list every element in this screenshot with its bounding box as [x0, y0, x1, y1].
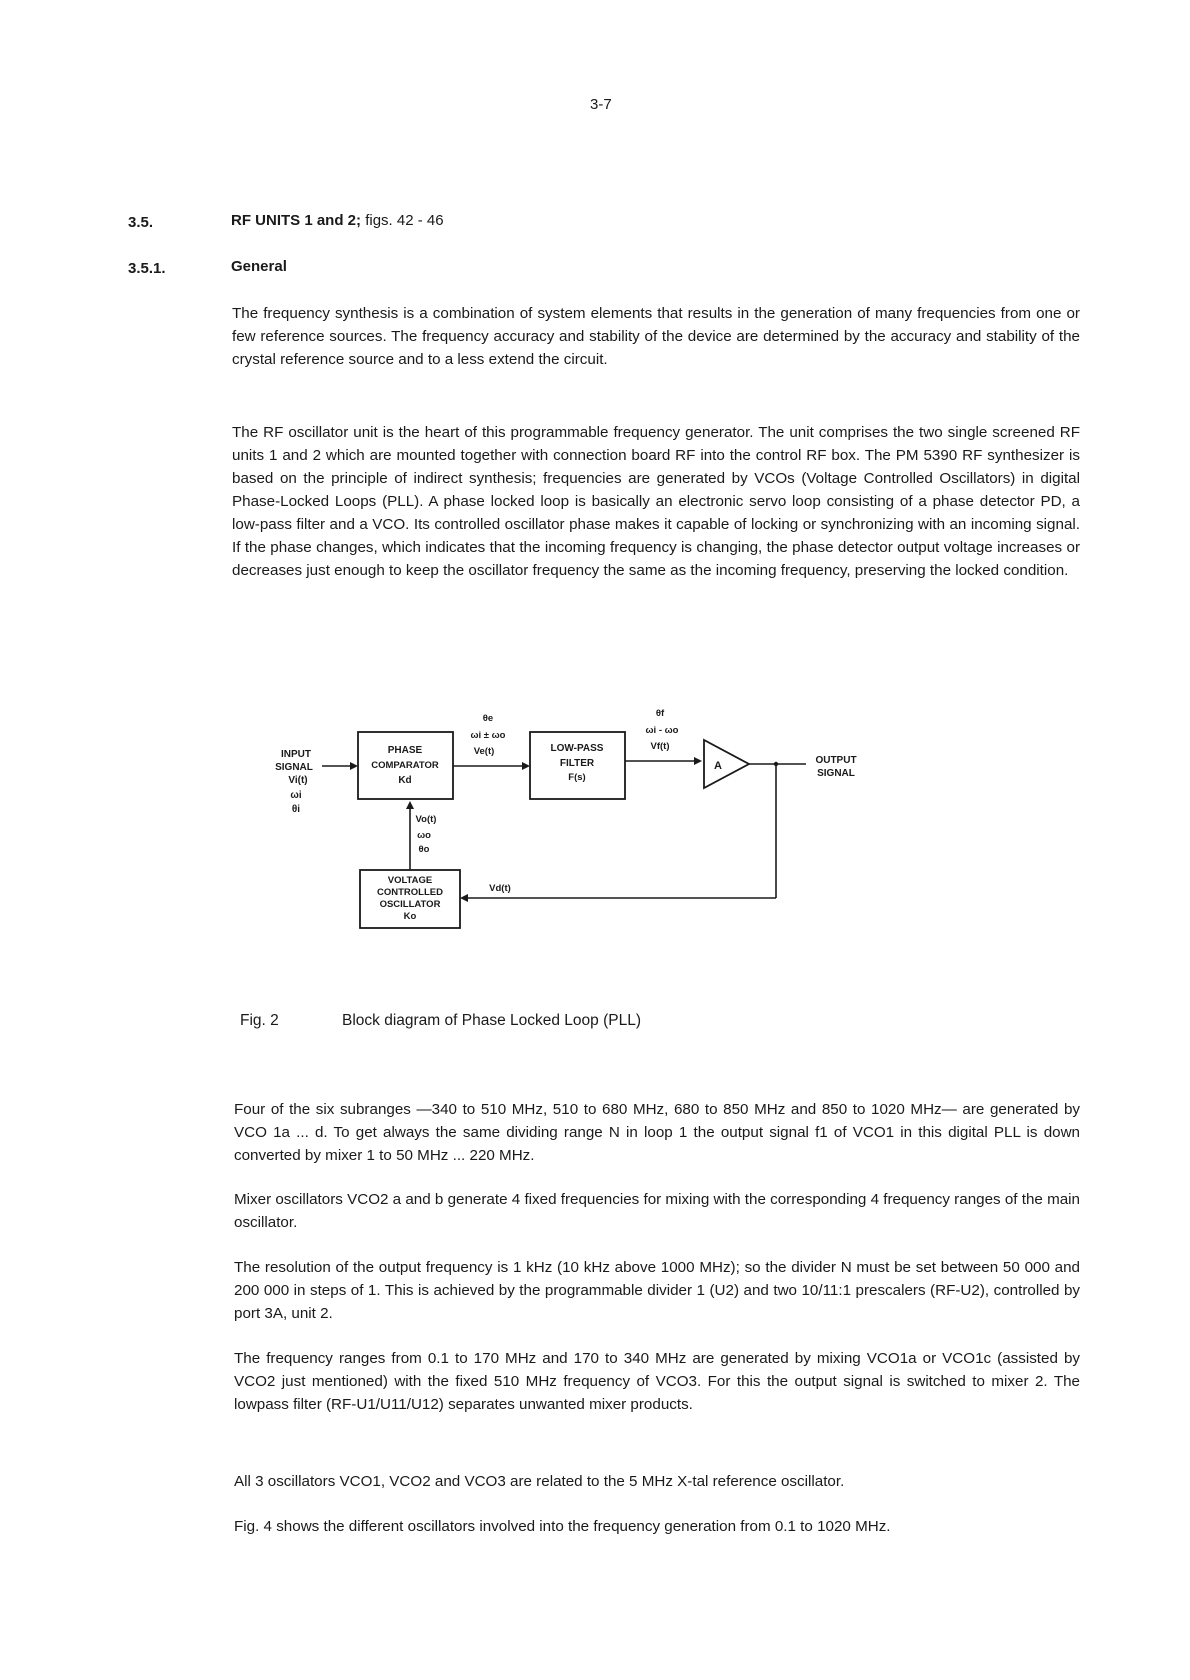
vf-label: Vf(t)	[650, 741, 670, 752]
section-title	[231, 212, 444, 229]
vco-label: Ko	[403, 911, 417, 922]
paragraph-oscillators-related: All 3 oscillators VCO1, VCO2 and VCO3 are related to the 5 MHz X-tal reference oscillator.	[234, 1473, 845, 1490]
input-label-line: INPUT	[281, 749, 311, 760]
input-label-line: Vi(t)	[288, 775, 308, 786]
paragraph-fig4: Fig. 4 shows the different oscillators involved into the frequency generation from 0.1 to 1020 MHz.	[234, 1518, 891, 1535]
figure-caption: Block diagram of Phase Locked Loop (PLL)	[342, 1012, 641, 1029]
section-figs-ref: figs. 42 - 46	[365, 212, 444, 229]
lowpass-filter-label: FILTER	[559, 758, 595, 769]
lowpass-filter-label: LOW-PASS	[550, 743, 604, 754]
vd-label: Vd(t)	[489, 883, 511, 894]
figure-number: Fig. 2	[240, 1012, 279, 1029]
ve-label: ωi ± ωo	[470, 730, 506, 741]
vf-label: θf	[655, 708, 665, 719]
pll-block-diagram	[0, 690, 1190, 990]
vco-label: VOLTAGE	[387, 875, 433, 886]
ve-label: Ve(t)	[473, 746, 495, 757]
output-signal-label: OUTPUT	[815, 755, 857, 766]
vco-label: OSCILLATOR	[379, 899, 441, 910]
phase-comparator-label: Kd	[398, 775, 412, 786]
section-title-text: RF UNITS 1 and 2;	[231, 212, 362, 229]
ve-label: θe	[482, 713, 494, 724]
lowpass-filter-label: F(s)	[568, 772, 586, 783]
paragraph-frequency-ranges: The frequency ranges from 0.1 to 170 MHz and 170 to 340 MHz are generated by mixing VCO1a or VCO1c (assisted by VCO2 just mentioned) with the fixed 510 MHz frequency of VCO3. For this the output signal is switched to mixer 2. The lowpass filter (RF-U1/U11/U12) separates unwanted mixer products.	[234, 1350, 1080, 1413]
vco-label: CONTROLLED	[377, 887, 443, 898]
vo-label: θo	[418, 844, 430, 855]
output-signal-label: SIGNAL	[817, 768, 855, 779]
paragraph-mixer-oscillators: Mixer oscillators VCO2 a and b generate 4 fixed frequencies for mixing with the corresponding 4 frequency ranges of the main oscillator.	[234, 1191, 1080, 1231]
input-label-line: ωi	[290, 790, 302, 801]
amplifier-triangle	[704, 740, 749, 788]
page-number: 3-7	[590, 96, 612, 113]
vf-label: ωi - ωo	[645, 725, 679, 736]
subsection-number: 3.5.1.	[128, 260, 166, 277]
vo-label: Vo(t)	[415, 814, 437, 825]
section-number: 3.5.	[128, 214, 154, 231]
input-label-line: θi	[291, 804, 301, 815]
amplifier-label: A	[714, 760, 722, 772]
paragraph-intro: The frequency synthesis is a combination of system elements that results in the generation of many frequencies from one or few reference sources. The frequency accuracy and stability of the device are determined by the accuracy and stability of the crystal reference source and to a less extend the circuit.	[232, 305, 1080, 368]
input-signal-label	[275, 749, 313, 815]
paragraph-rf-oscillator: The RF oscillator unit is the heart of this programmable frequency generator. The unit comprises the two single screened RF units 1 and 2 which are mounted together with connection board RF into the control RF box. The PM 5390 RF synthesizer is based on the principle of indirect synthesis; frequencies are generated by VCOs (Voltage Controlled Oscillators) in digital Phase-Locked Loops (PLL). A phase locked loop is basically an electronic servo loop consisting of a phase detector PD, a low-pass filter and a VCO. Its controlled oscillator phase makes it capable of locking or synchronizing with an incoming signal. If the phase changes, which indicates that the incoming frequency is changing, the phase detector output voltage increases or decreases just enough to keep the oscillator frequency the same as the incoming frequency, preserving the locked condition.	[232, 424, 1080, 579]
paragraph-subranges: Four of the six subranges —340 to 510 MHz, 510 to 680 MHz, 680 to 850 MHz and 850 to 1020 MHz— are generated by VCO 1a ... d. To get always the same dividing range N in loop 1 the output signal f1 of VCO1 in this digital PLL is down converted by mixer 1 to 50 MHz ... 220 MHz.	[234, 1101, 1080, 1164]
vo-label: ωo	[417, 830, 431, 841]
phase-comparator-label: PHASE	[387, 745, 423, 756]
input-label-line: SIGNAL	[275, 762, 313, 773]
paragraph-resolution: The resolution of the output frequency is 1 kHz (10 kHz above 1000 MHz); so the divider N must be set between 50 000 and 200 000 in steps of 1. This is achieved by the programmable divider 1 (U2) and two 10/11:1 prescalers (RF-U2), controlled by port 3A, unit 2.	[234, 1259, 1080, 1322]
subsection-title: General	[231, 258, 287, 275]
phase-comparator-label: COMPARATOR	[371, 760, 439, 771]
